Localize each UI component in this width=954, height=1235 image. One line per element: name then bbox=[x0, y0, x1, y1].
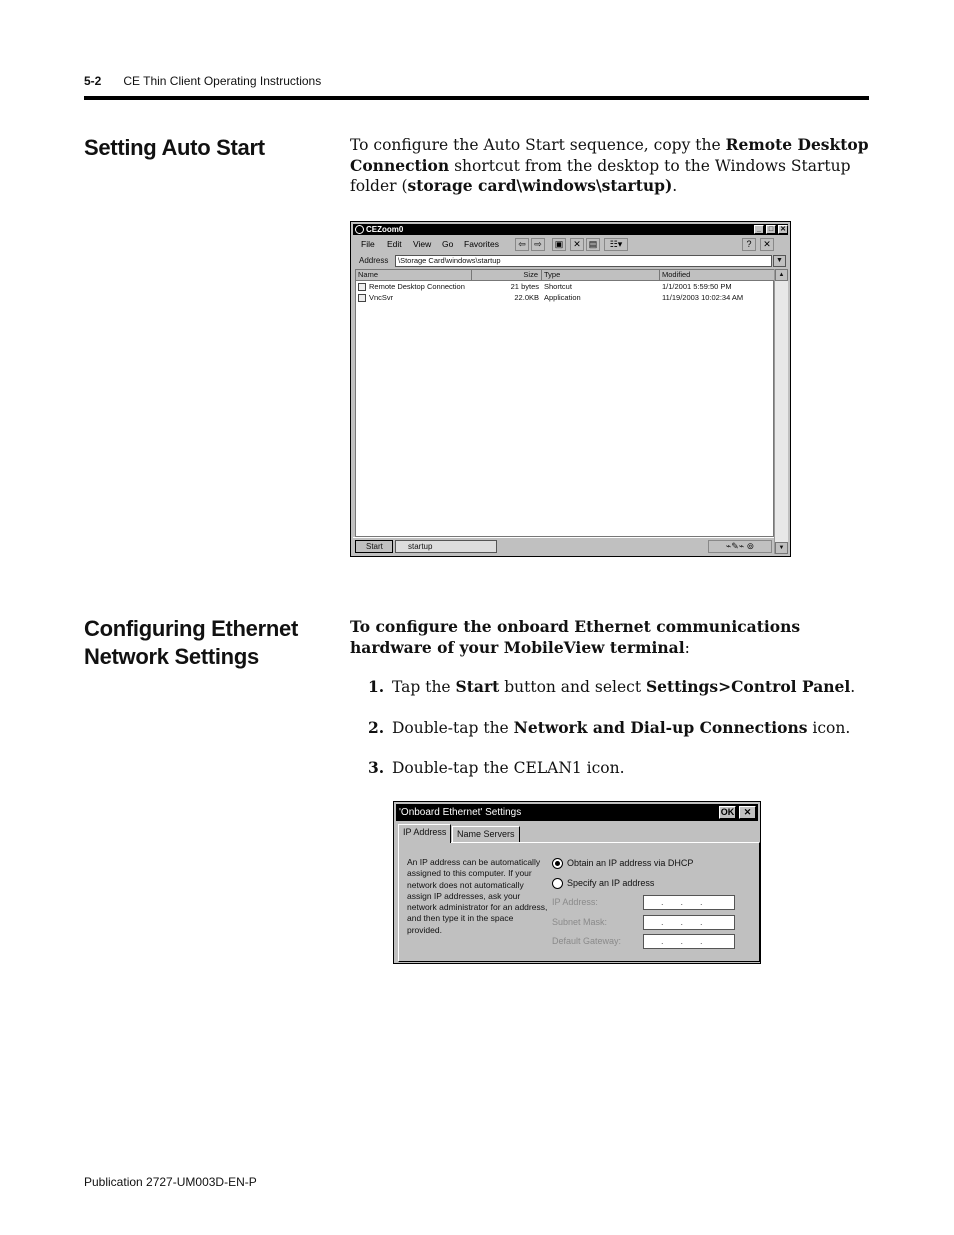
row-size: 21 bytes bbox=[510, 282, 539, 291]
subnet-mask-label: Subnet Mask: bbox=[552, 917, 608, 927]
address-bar bbox=[353, 254, 788, 269]
dialog-title: 'Onboard Ethernet' Settings bbox=[399, 807, 522, 818]
explorer-title-bar bbox=[353, 224, 788, 235]
ip-address-input[interactable]: ... bbox=[643, 895, 735, 910]
radio-dhcp[interactable] bbox=[552, 858, 563, 869]
step-text: . bbox=[850, 678, 856, 696]
para-bold-path: storage card\windows\startup) bbox=[407, 176, 673, 195]
step-bold: Network and Dial-up Connections bbox=[513, 718, 808, 737]
dialog-close-button[interactable]: ✕ bbox=[739, 806, 756, 819]
radio-dhcp-label[interactable]: Obtain an IP address via DHCP bbox=[567, 858, 694, 868]
dialog-title-bar bbox=[396, 804, 758, 821]
step-text: icon. bbox=[807, 719, 851, 737]
row-type: Application bbox=[544, 293, 581, 302]
step-2 bbox=[368, 718, 850, 738]
heading-setting-auto-start: Setting Auto Start bbox=[84, 135, 265, 160]
step-bold: Settings>Control Panel bbox=[645, 677, 851, 696]
heading-configuring-ethernet bbox=[84, 615, 298, 671]
shortcut-file-icon bbox=[358, 283, 366, 291]
scroll-up-icon[interactable]: ▲ bbox=[775, 269, 788, 281]
default-gateway-input[interactable]: ... bbox=[643, 934, 735, 949]
para-text: To configure the Auto Start sequence, copy the bbox=[350, 136, 726, 154]
page-number: 5-2 bbox=[84, 74, 102, 88]
taskbar-item-startup[interactable]: startup bbox=[395, 540, 497, 553]
column-header-name[interactable]: Name bbox=[356, 270, 472, 281]
file-list bbox=[355, 269, 774, 537]
row-type: Shortcut bbox=[544, 282, 572, 291]
step-text: Tap the bbox=[392, 678, 456, 696]
para-text: shortcut from the desktop to the Windows Startup folder ( bbox=[350, 156, 851, 195]
running-title: CE Thin Client Operating Instructions bbox=[123, 74, 322, 88]
close-icon[interactable]: ✕ bbox=[760, 238, 774, 251]
step-number: 2. bbox=[368, 718, 385, 737]
vertical-scrollbar[interactable] bbox=[774, 269, 788, 554]
column-header-type[interactable]: Type bbox=[542, 270, 660, 281]
tab-name-servers[interactable]: Name Servers bbox=[452, 826, 520, 842]
para-bold-rdc: Remote Desktop Connection bbox=[350, 135, 869, 175]
step-number: 1. bbox=[368, 677, 385, 696]
properties-icon[interactable]: ▤ bbox=[586, 238, 600, 251]
intro-bold: To configure the onboard Ethernet communications hardware of your MobileView terminal bbox=[350, 617, 801, 657]
application-file-icon bbox=[358, 294, 366, 302]
para-text: . bbox=[672, 177, 678, 195]
up-folder-icon[interactable]: ▣ bbox=[552, 238, 566, 251]
radio-specify-label[interactable]: Specify an IP address bbox=[567, 878, 655, 888]
auto-start-paragraph bbox=[350, 135, 872, 197]
row-size: 22.0KB bbox=[514, 293, 539, 302]
forward-arrow-icon[interactable]: ⇨ bbox=[531, 238, 545, 251]
heading-line-2: Network Settings bbox=[84, 644, 259, 669]
column-header-modified[interactable]: Modified bbox=[660, 270, 775, 281]
system-tray-icons: ⌁✎⌁ ⊚ bbox=[708, 540, 772, 553]
help-icon[interactable]: ? bbox=[742, 238, 756, 251]
menu-view[interactable]: View bbox=[413, 239, 432, 249]
tab-ip-address[interactable]: IP Address bbox=[398, 824, 451, 843]
minimize-button[interactable]: _ bbox=[754, 225, 764, 234]
address-label: Address bbox=[359, 256, 389, 265]
step-3 bbox=[368, 758, 625, 778]
app-icon bbox=[355, 225, 364, 234]
start-button[interactable]: Start bbox=[355, 540, 393, 553]
back-arrow-icon[interactable]: ⇦ bbox=[515, 238, 529, 251]
menu-favorites[interactable]: Favorites bbox=[464, 239, 499, 249]
address-input[interactable]: \Storage Card\windows\startup bbox=[395, 255, 772, 267]
step-1 bbox=[368, 677, 855, 697]
chevron-down-icon[interactable]: ▼ bbox=[773, 255, 786, 267]
ok-button[interactable]: OK bbox=[720, 807, 735, 817]
menu-edit[interactable]: Edit bbox=[387, 239, 402, 249]
ethernet-settings-dialog bbox=[393, 801, 761, 964]
running-header bbox=[84, 74, 321, 88]
close-button[interactable]: ✕ bbox=[778, 225, 788, 234]
ip-address-panel bbox=[398, 842, 760, 962]
ip-description: An IP address can be automatically assigned to this computer. If your network does not automatically assign IP addresses, ask your network administrator for an address, and then type it in the space provided. bbox=[407, 857, 548, 935]
menu-file[interactable]: File bbox=[361, 239, 375, 249]
explorer-window-screenshot bbox=[350, 221, 791, 557]
step-bold: Start bbox=[455, 677, 500, 696]
radio-specify-ip[interactable] bbox=[552, 878, 563, 889]
row-modified: 1/1/2001 5:59:50 PM bbox=[662, 282, 732, 291]
step-text: Double-tap the bbox=[392, 719, 514, 737]
maximize-button[interactable]: □ bbox=[766, 225, 776, 234]
step-text: button and select bbox=[499, 678, 646, 696]
intro-colon: : bbox=[684, 638, 690, 657]
step-text: Double-tap the CELAN1 icon. bbox=[392, 759, 625, 777]
taskbar bbox=[353, 537, 774, 554]
explorer-menu-bar bbox=[353, 236, 788, 254]
menu-go[interactable]: Go bbox=[442, 239, 454, 249]
row-name: Remote Desktop Connection bbox=[369, 282, 465, 291]
ip-address-label: IP Address: bbox=[552, 897, 598, 907]
row-name: VncSvr bbox=[369, 293, 394, 302]
explorer-title: CEZoom0 bbox=[366, 225, 404, 234]
default-gateway-label: Default Gateway: bbox=[552, 936, 622, 946]
heading-line-1: Configuring Ethernet bbox=[84, 616, 298, 641]
column-header-size[interactable]: Size bbox=[472, 270, 542, 281]
ethernet-intro bbox=[350, 617, 872, 658]
header-rule bbox=[84, 96, 869, 100]
delete-icon[interactable]: ✕ bbox=[570, 238, 584, 251]
row-modified: 11/19/2003 10:02:34 AM bbox=[662, 293, 744, 302]
subnet-mask-input[interactable]: ... bbox=[643, 915, 735, 930]
publication-footer: Publication 2727-UM003D-EN-P bbox=[84, 1175, 257, 1189]
step-number: 3. bbox=[368, 758, 385, 777]
scroll-down-icon[interactable]: ▼ bbox=[775, 542, 788, 554]
views-icon[interactable]: ☷▾ bbox=[604, 238, 628, 251]
